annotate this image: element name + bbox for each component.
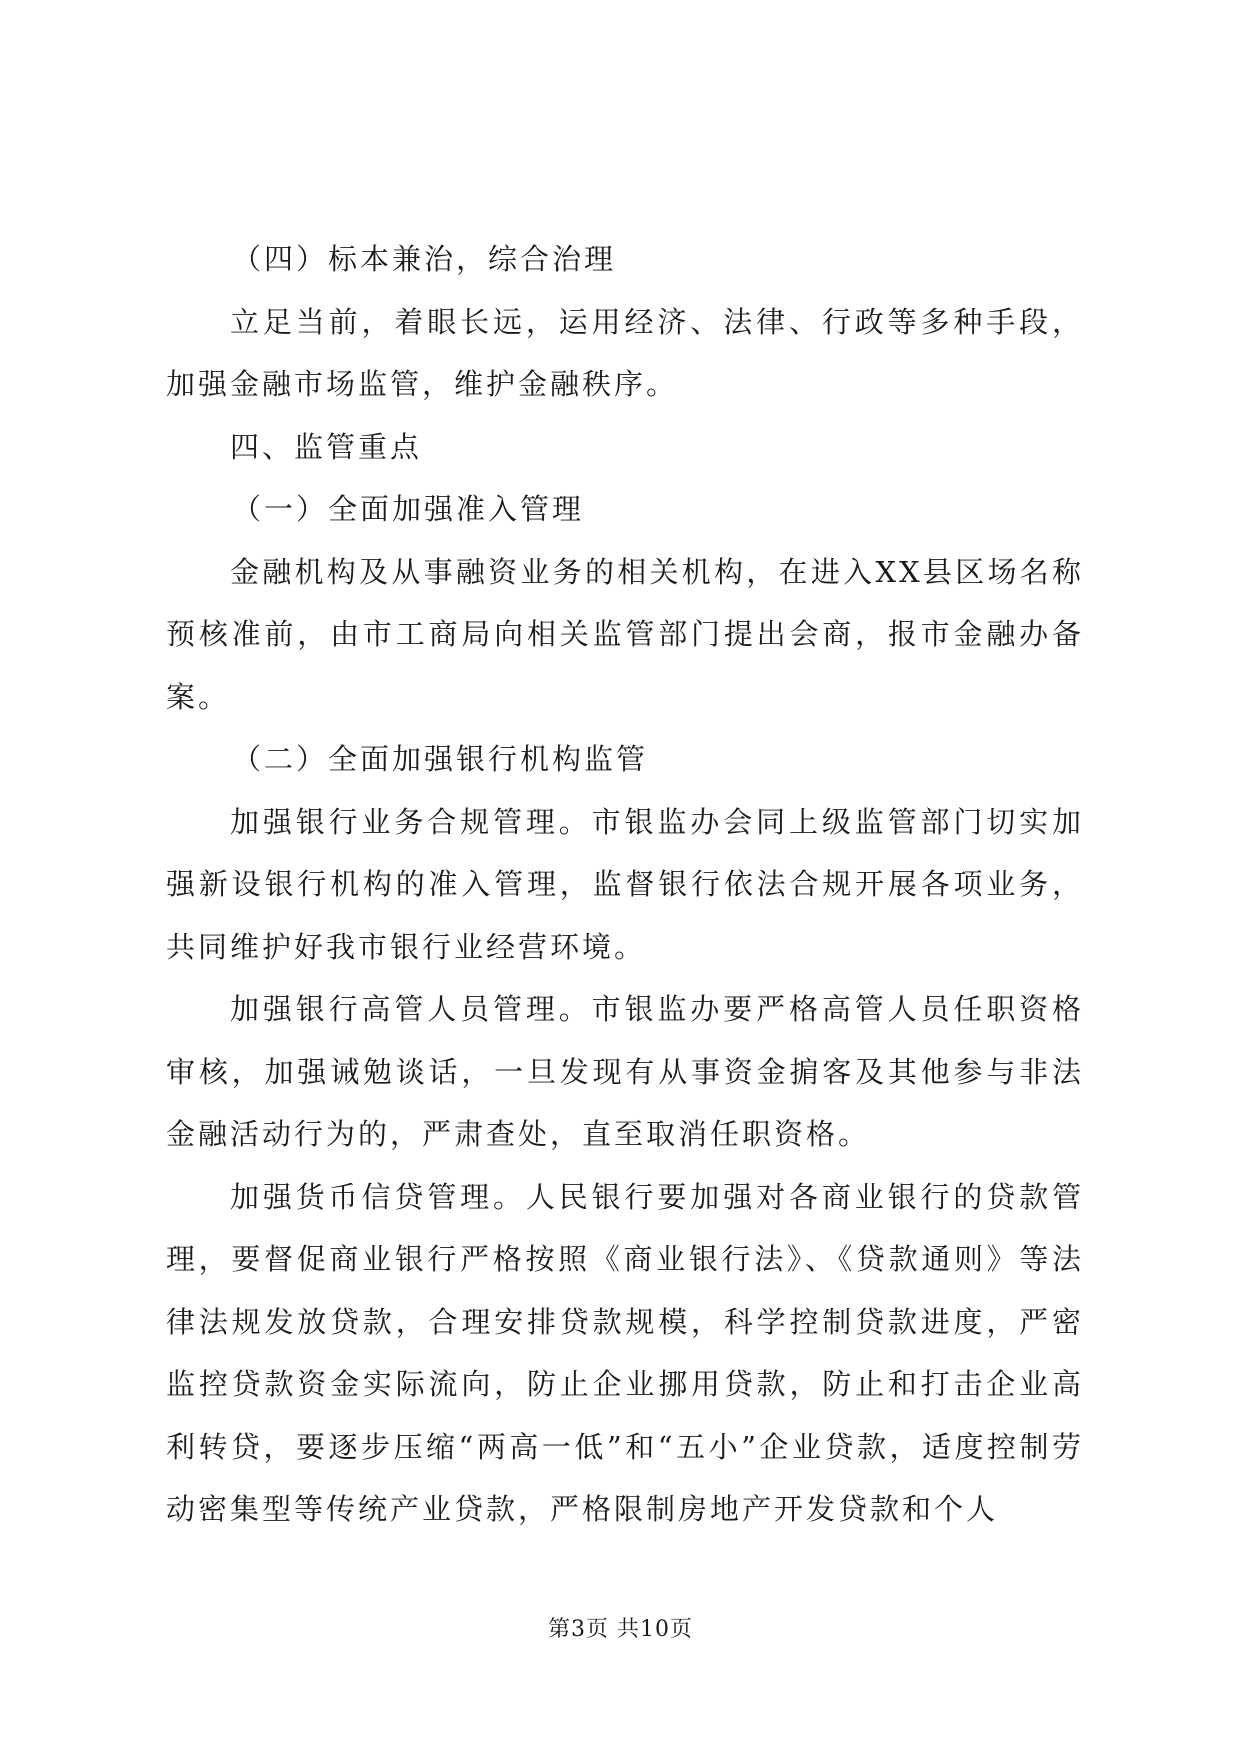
paragraph: 金融机构及从事融资业务的相关机构，在进入XX县区场名称预核准前，由市工商局向相关监管部门提出会商，报市金融办备案。 — [166, 554, 1084, 714]
document-body — [166, 228, 1084, 1541]
section-heading: 四、监管重点 — [230, 429, 423, 464]
page-number-footer: 第3页 共10页 — [548, 1617, 693, 1642]
subheading-four: （四）标本兼治，综合治理 — [232, 242, 617, 276]
paragraph: 立足当前，着眼长远，运用经济、法律、行政等多种手段，加强金融市场监管，维护金融秩序。 — [166, 304, 1084, 401]
paragraph: 加强银行业务合规管理。市银监办会同上级监管部门切实加强新设银行机构的准入管理，监督银行依法合规开展各项业务，共同维护好我市银行业经营环境。 — [166, 804, 1084, 964]
subheading-two: （二）全面加强银行机构监管 — [232, 742, 649, 776]
paragraph: 加强银行高管人员管理。市银监办要严格高管人员任职资格审核，加强诫勉谈话，一旦发现有从事资金掮客及其他参与非法金融活动行为的，严肃查处，直至取消任职资格。 — [166, 992, 1084, 1151]
subheading-one: （一）全面加强准入管理 — [232, 492, 585, 526]
paragraph: 加强货币信贷管理。人民银行要加强对各商业银行的贷款管理，要督促商业银行严格按照《商业银行法》、《贷款通则》等法律法规发放贷款，合理安排贷款规模，科学控制贷款进度，严密监控贷款资金实际流向，防止企业挪用贷款，防止和打击企业高利转贷，要逐步压缩“两高一低”和“五小”企业贷款，适度控制劳动密集型等传统产业贷款，严格限制房地产开发贷款和个人 — [166, 1179, 1084, 1526]
